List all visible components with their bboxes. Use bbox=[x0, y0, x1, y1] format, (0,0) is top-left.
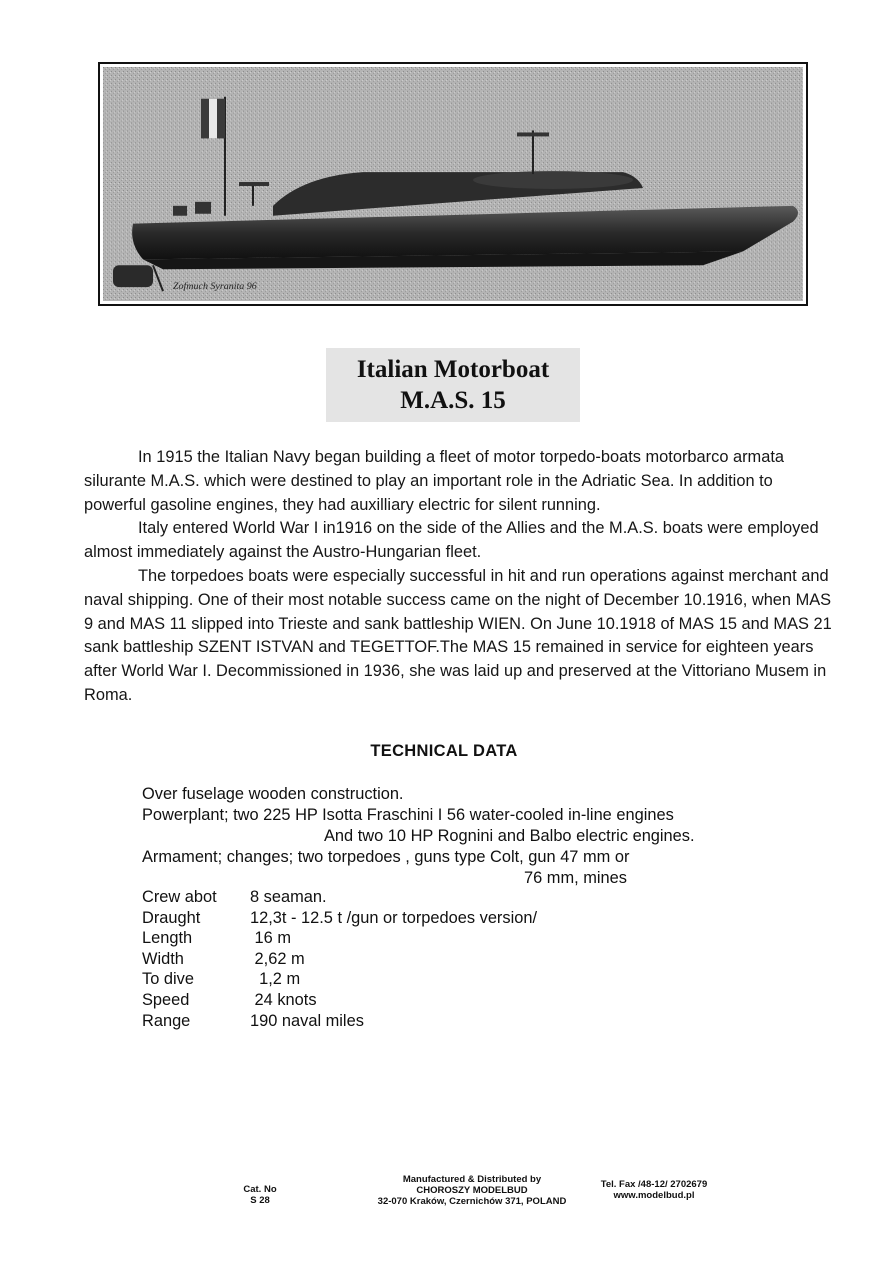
spec-row bbox=[142, 888, 537, 909]
spec-row bbox=[142, 991, 537, 1012]
spec-label: Crew abot bbox=[142, 888, 217, 906]
phone-fax: Tel. Fax /48-12/ 2702679 bbox=[600, 1179, 708, 1190]
armament-line-2: 76 mm, mines bbox=[524, 869, 627, 887]
company-address: 32-070 Kraków, Czernichów 371, POLAND bbox=[377, 1196, 567, 1207]
technical-data-heading: TECHNICAL DATA bbox=[370, 742, 518, 760]
spec-value: 2,62 m bbox=[250, 949, 305, 968]
page-title bbox=[326, 348, 580, 422]
powerplant-line-1: Powerplant; two 225 HP Isotta Fraschini I 56 water-cooled in-line engines bbox=[142, 806, 674, 824]
history-text bbox=[84, 446, 836, 708]
spec-label: Draught bbox=[142, 908, 201, 927]
spec-row bbox=[142, 909, 537, 930]
spec-label: Width bbox=[142, 949, 184, 968]
paragraph-1: In 1915 the Italian Navy began building a fleet of motor torpedo-boats motorbarco armata silurante M.A.S. which were destined to play an important role in the Adriatic Sea. In addition to powerful gasoline engines, they had auxilliary electric for silent running. bbox=[84, 448, 784, 514]
title-line-2: M.A.S. 15 bbox=[400, 387, 506, 414]
spec-label: Range bbox=[142, 1011, 191, 1030]
spec-value: 24 knots bbox=[250, 990, 317, 1009]
technical-description bbox=[142, 784, 782, 889]
catalog-value: S 28 bbox=[250, 1195, 270, 1206]
paragraph-2: Italy entered World War I in1916 on the side of the Allies and the M.A.S. boats were employed almost immediately against the Austro-Hungarian fleet. bbox=[84, 519, 819, 562]
boat-illustration-frame bbox=[98, 62, 808, 306]
spec-value: 190 naval miles bbox=[250, 1011, 364, 1030]
spec-value: 8 seaman. bbox=[250, 888, 327, 906]
motorboat-illustration bbox=[103, 67, 803, 301]
spec-row bbox=[142, 1012, 537, 1033]
powerplant-line-2: And two 10 HP Rognini and Balbo electric engines. bbox=[324, 827, 695, 845]
spec-row bbox=[142, 929, 537, 950]
spec-label: Length bbox=[142, 929, 193, 948]
paragraph-3: The torpedoes boats were especially successful in hit and run operations against merchant and naval shipping. One of their most notable success came on the night of December 10.1916, when MAS 9 and MAS 11 slipped into Trieste and sank battleship WIEN. On June 10.1918 of MAS 15 and MAS 21 sank battleship SZENT ISTVAN and TEGETTOF.The MAS 15 remained in service for eighteen years after World War I. Decommissioned in 1936, she was laid up and preserved at the Vittoriano Musem in Roma. bbox=[84, 566, 832, 704]
spec-label: To dive bbox=[142, 970, 194, 989]
contact-info bbox=[584, 1179, 724, 1201]
construction-line: Over fuselage wooden construction. bbox=[142, 785, 404, 803]
spec-value: 12,3t - 12.5 t /gun or torpedoes version/ bbox=[250, 908, 538, 927]
manufactured-by: Manufactured & Distributed by bbox=[402, 1174, 542, 1185]
armament-line-1: Armament; changes; two torpedoes , guns type Colt, gun 47 mm or bbox=[142, 848, 630, 866]
title-line-1: Italian Motorboat bbox=[356, 356, 550, 383]
illustration-signature: Zofmuch Syranita 96 bbox=[173, 281, 257, 293]
spec-row bbox=[142, 970, 537, 991]
company-name: CHOROSZY MODELBUD bbox=[416, 1185, 528, 1196]
catalog-number bbox=[236, 1184, 284, 1206]
website-link: www.modelbud.pl bbox=[613, 1190, 695, 1201]
spec-row bbox=[142, 950, 537, 971]
specs-table bbox=[142, 888, 537, 1032]
spec-value: 16 m bbox=[250, 929, 291, 948]
catalog-label: Cat. No bbox=[243, 1184, 277, 1195]
manufacturer-info bbox=[340, 1174, 604, 1207]
spec-label: Speed bbox=[142, 990, 190, 1009]
spec-value: 1,2 m bbox=[250, 970, 301, 989]
